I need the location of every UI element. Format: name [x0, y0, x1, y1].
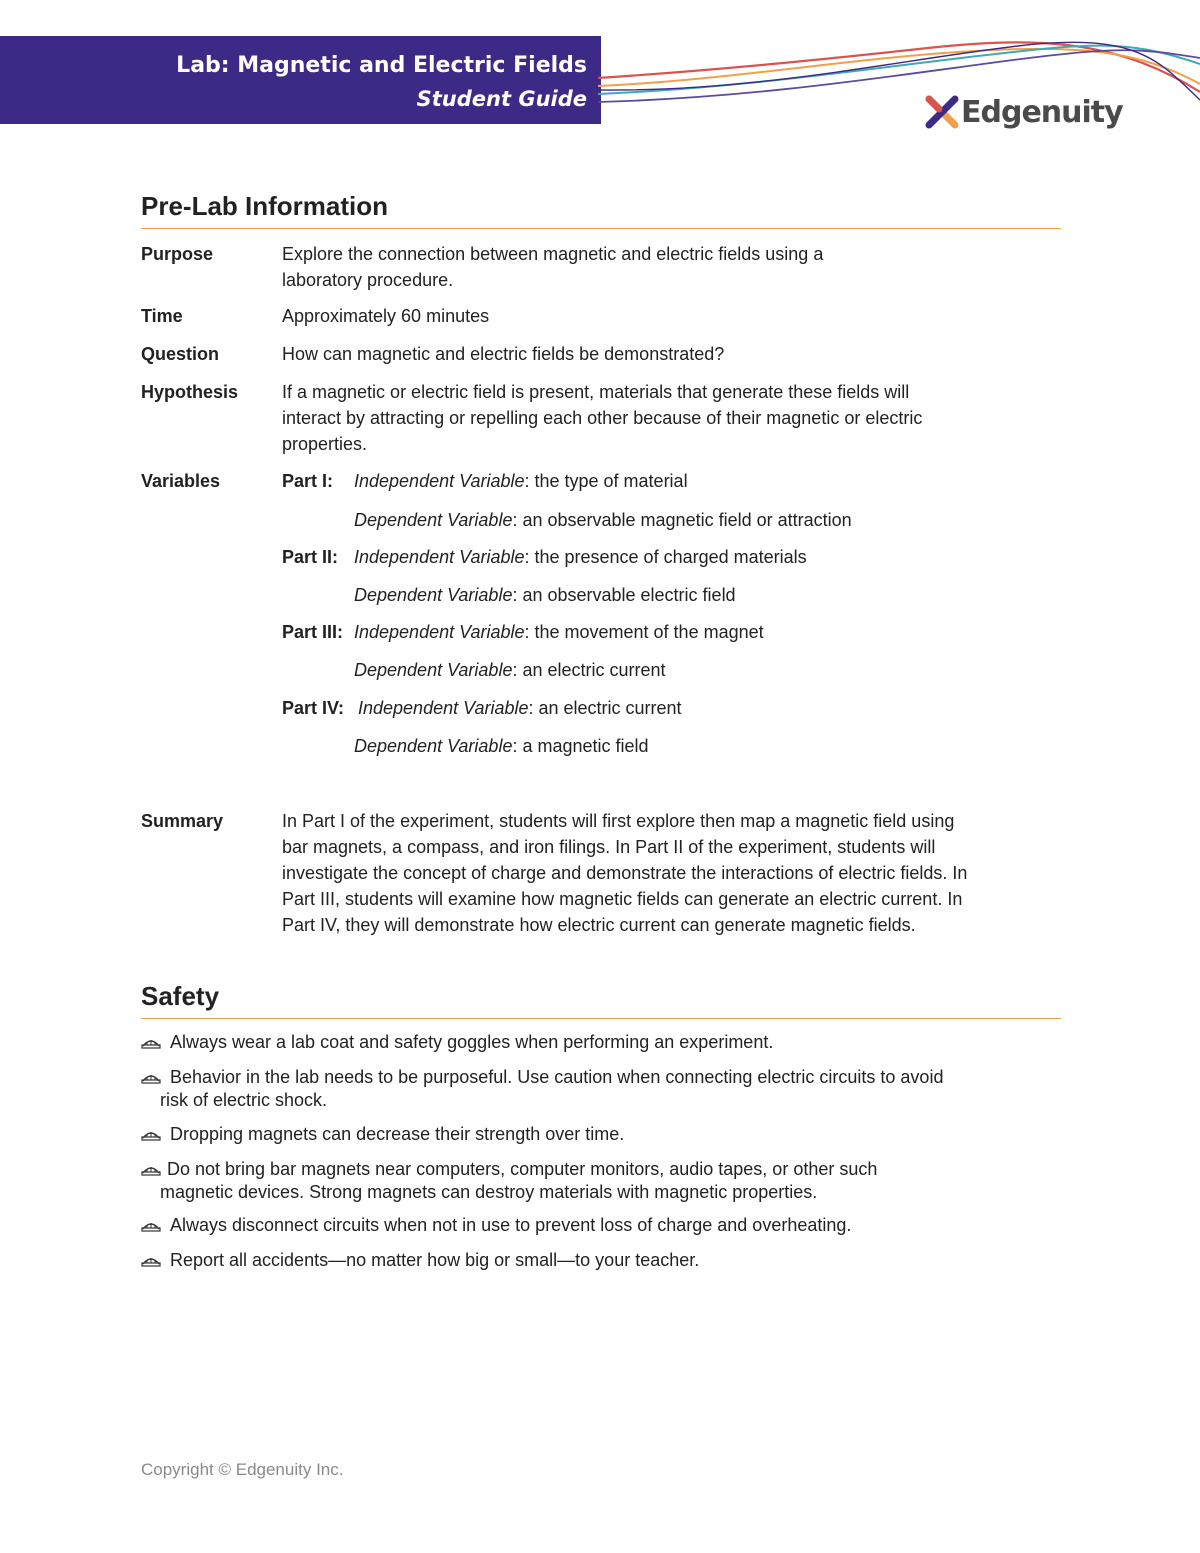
safety-goggles-icon — [141, 1127, 161, 1143]
dependent-variable-label: Dependent Variable — [354, 736, 513, 756]
summary-line: In Part I of the experiment, students will first explore then map a magnetic field using — [282, 811, 955, 831]
safety-text: Always disconnect circuits when not in use to prevent loss of charge and overheating. — [170, 1215, 852, 1235]
safety-text — [141, 1066, 1041, 1112]
dependent-variable-label: Dependent Variable — [354, 585, 513, 605]
variables-label: Variables — [141, 471, 221, 491]
independent-variable-label: Independent Variable — [358, 698, 529, 718]
safety-text: Always wear a lab coat and safety goggles when performing an experiment. — [170, 1032, 774, 1052]
dependent-part-3 — [354, 657, 666, 683]
time-label: Time — [141, 306, 183, 326]
summary-line: bar magnets, a compass, and iron filings. In Part II of the experiment, students will — [282, 837, 936, 857]
summary-line: investigate the concept of charge and demonstrate the interactions of electric fields. In — [282, 863, 968, 883]
hypothesis-line: properties. — [282, 434, 368, 454]
hypothesis-line: interact by attracting or repelling each other because of their magnetic or electric — [282, 408, 923, 428]
edgenuity-logo — [925, 92, 1123, 132]
time-value: Approximately 60 minutes — [282, 306, 490, 326]
dependent-variable-value: : an observable electric field — [512, 585, 736, 605]
edgenuity-x-icon — [925, 95, 959, 129]
safety-line: magnetic devices. Strong magnets can destroy materials with magnetic properties. — [160, 1182, 818, 1202]
dependent-variable-value: : an electric current — [512, 660, 666, 680]
summary-line: Part III, students will examine how magnetic fields can generate an electric current. In — [282, 889, 963, 909]
safety-line: Behavior in the lab needs to be purposeful. Use caution when connecting electric circuits to avoid — [170, 1067, 944, 1087]
safety-line: Do not bring bar magnets near computers, computer monitors, audio tapes, or other such — [167, 1159, 878, 1179]
part-label: Part I: — [282, 471, 334, 491]
copyright-footer: Copyright © Edgenuity Inc. — [141, 1460, 344, 1479]
dependent-variable-label: Dependent Variable — [354, 660, 513, 680]
safety-text: Report all accidents—no matter how big or small—to your teacher. — [170, 1250, 700, 1270]
logo-text: Edgenuity — [961, 94, 1123, 130]
dependent-part-4 — [354, 733, 649, 759]
dependent-variable-value: : an observable magnetic field or attraction — [512, 510, 852, 530]
safety-rule — [141, 1018, 1061, 1019]
variable-part-1 — [282, 468, 688, 494]
safety-item — [141, 1123, 1041, 1146]
independent-variable-label: Independent Variable — [354, 622, 525, 642]
document-subtitle: Student Guide — [416, 87, 587, 111]
dependent-part-2 — [354, 582, 736, 608]
safety-item — [141, 1214, 1041, 1237]
purpose-value — [282, 241, 1052, 293]
safety-goggles-icon — [141, 1218, 161, 1234]
variable-part-4 — [282, 695, 682, 721]
safety-item — [141, 1066, 1041, 1112]
prelab-rule — [141, 228, 1061, 229]
hypothesis-value — [282, 379, 1052, 457]
dependent-variable-value: : a magnetic field — [512, 736, 649, 756]
summary-line: Part IV, they will demonstrate how electric current can generate magnetic fields. — [282, 915, 916, 935]
summary-value — [282, 808, 1052, 938]
safety-text: Dropping magnets can decrease their strength over time. — [170, 1124, 625, 1144]
safety-text — [141, 1158, 1041, 1204]
independent-variable-value: : an electric current — [528, 698, 682, 718]
part-label: Part II: — [282, 547, 339, 567]
independent-variable-label: Independent Variable — [354, 547, 525, 567]
safety-goggles-icon — [141, 1162, 161, 1178]
hypothesis-line: If a magnetic or electric field is present, materials that generate these fields will — [282, 382, 910, 402]
safety-item — [141, 1249, 1041, 1272]
safety-item — [141, 1031, 1041, 1054]
variable-part-2 — [282, 544, 807, 570]
purpose-line: laboratory procedure. — [282, 270, 454, 290]
document-title: Lab: Magnetic and Electric Fields — [176, 53, 587, 78]
question-label: Question — [141, 344, 220, 364]
variable-part-3 — [282, 619, 764, 645]
independent-variable-value: : the movement of the magnet — [524, 622, 764, 642]
safety-goggles-icon — [141, 1253, 161, 1269]
part-label: Part IV: — [282, 698, 345, 718]
safety-goggles-icon — [141, 1070, 161, 1086]
dependent-variable-label: Dependent Variable — [354, 510, 513, 530]
purpose-label: Purpose — [141, 244, 214, 264]
independent-variable-value: : the presence of charged materials — [524, 547, 807, 567]
purpose-line: Explore the connection between magnetic and electric fields using a — [282, 244, 824, 264]
independent-variable-value: : the type of material — [524, 471, 688, 491]
prelab-heading: Pre-Lab Information — [141, 191, 389, 221]
safety-line: risk of electric shock. — [160, 1090, 328, 1110]
header-band — [0, 36, 601, 124]
question-value: How can magnetic and electric fields be demonstrated? — [282, 344, 725, 364]
dependent-part-1 — [354, 507, 852, 533]
part-label: Part III: — [282, 622, 344, 642]
summary-label: Summary — [141, 811, 224, 831]
hypothesis-label: Hypothesis — [141, 382, 239, 402]
safety-heading: Safety — [141, 981, 220, 1011]
safety-item — [141, 1158, 1041, 1204]
independent-variable-label: Independent Variable — [354, 471, 525, 491]
safety-goggles-icon — [141, 1035, 161, 1051]
